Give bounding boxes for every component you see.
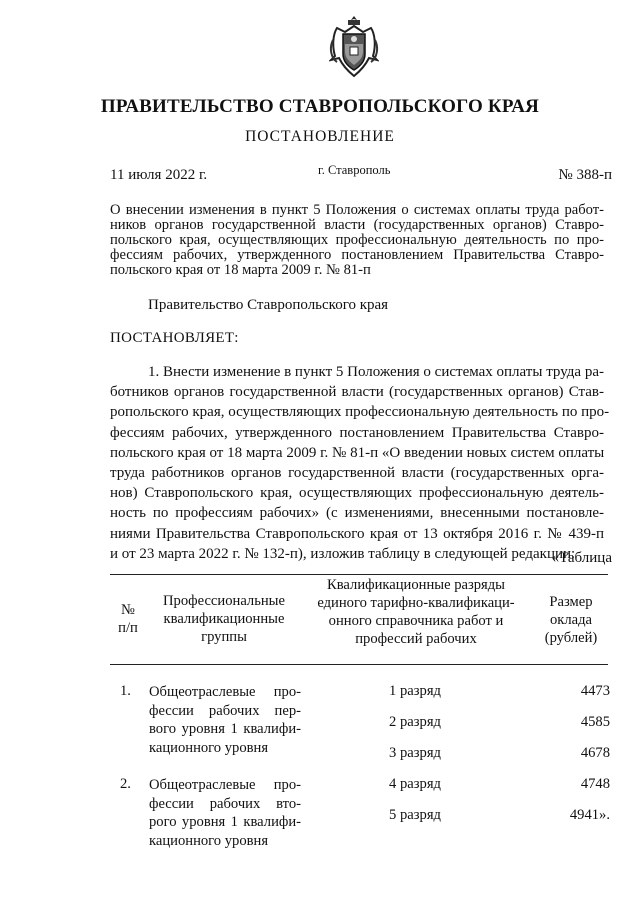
group-name <box>149 776 301 850</box>
subject-line: польского края, осуществляющих профессиональную деятельность по про- <box>110 232 604 248</box>
paragraph-line: ность по профессиям рабочих» (с изменениями, внесенными постановле- <box>110 505 604 522</box>
subject-line: О внесении изменения в пункт 5 Положения о системах оплаты труда работ- <box>110 202 604 218</box>
paragraph-line: ропольского края, осуществляющих профессиональную деятельность по про- <box>110 404 610 421</box>
header-salary-line: Размер <box>549 594 593 610</box>
header-grade-line: единого тарифно-квалификаци- <box>317 595 515 611</box>
header-grade <box>306 576 526 648</box>
header-salary-line: оклада <box>549 612 593 628</box>
subject-line: фессиям рабочих, утвержденного постановлением Правительства Ставро- <box>110 247 604 263</box>
main-paragraph <box>110 362 610 564</box>
table-label: «Таблица <box>551 550 612 566</box>
paragraph-line: нов) Ставропольского края, осуществляющих профессиональную деятель- <box>110 485 604 502</box>
header-group-line: группы <box>201 629 247 645</box>
document-number: № 388-п <box>558 167 612 183</box>
grade-cell: 5 разряд <box>389 807 441 823</box>
header-salary <box>530 593 612 647</box>
header-group-line: Профессиональные <box>163 593 285 609</box>
salary-cell: 4748 <box>580 776 610 792</box>
paragraph-line: польского края от 18 марта 2009 г. № 81-п «О введении новых систем оплаты <box>110 444 605 461</box>
group-name-line: Общеотраслевые про- <box>149 684 301 700</box>
document-date: 11 июля 2022 г. <box>110 167 208 183</box>
subject-line: польского края от 18 марта 2009 г. № 81-п <box>110 262 371 278</box>
header-num-line: п/п <box>118 620 138 636</box>
paragraph-line: ниями Правительства Ставропольского края от 13 октября 2016 г. № 439-п <box>110 525 604 542</box>
salary-cell: 4473 <box>580 683 610 699</box>
group-name-line: Общеотраслевые про- <box>149 777 301 793</box>
header-num-line: № <box>121 602 135 618</box>
salary-cell: 4585 <box>580 714 610 730</box>
coat-of-arms-icon <box>329 14 379 80</box>
grade-cell: 3 разряд <box>389 745 441 761</box>
grade-cell: 1 разряд <box>389 683 441 699</box>
org-title: ПРАВИТЕЛЬСТВО СТАВРОПОЛЬСКОГО КРАЯ <box>100 96 540 117</box>
document-type: ПОСТАНОВЛЕНИЕ <box>245 128 395 145</box>
paragraph-line: ботников органов государственной власти (государственных органов) Став- <box>110 384 604 401</box>
group-name-line: вого уровня 1 квалифи- <box>149 721 301 737</box>
paragraph-line: фессиям рабочих, утвержденного постановлением Правительства Ставро- <box>110 424 604 441</box>
salary-cell: 4941». <box>569 807 610 823</box>
grade-cell: 4 разряд <box>389 776 441 792</box>
grade-cell: 2 разряд <box>389 714 441 730</box>
header-grade-line: Квалификационные разряды <box>327 577 505 593</box>
group-name <box>149 683 301 757</box>
group-number: 2. <box>120 776 131 792</box>
paragraph-line: труда работников органов государственной власти (государственных орга- <box>110 465 604 482</box>
group-number: 1. <box>120 683 131 699</box>
header-group <box>148 592 300 646</box>
header-group-line: квалификационные <box>163 611 285 627</box>
government-name: Правительство Ставропольского края <box>148 297 389 313</box>
table-header-rule <box>110 664 608 665</box>
header-grade-line: онного справочника работ и <box>328 613 504 629</box>
header-num <box>110 601 146 637</box>
group-name-line: фессии рабочих вто- <box>149 795 301 812</box>
group-name-line: кационного уровня <box>149 739 269 756</box>
paragraph-line: 1. Внести изменение в пункт 5 Положения о системах оплаты труда ра- <box>148 364 604 380</box>
salary-cell: 4678 <box>580 745 610 761</box>
resolves-heading: ПОСТАНОВЛЯЕТ: <box>110 330 239 346</box>
header-salary-line: (рублей) <box>544 630 598 646</box>
group-name-line: кационного уровня <box>149 832 269 849</box>
document-subject <box>110 203 604 278</box>
header-grade-line: профессий рабочих <box>355 631 477 647</box>
group-name-line: фессии рабочих пер- <box>149 702 301 719</box>
group-name-line: рого уровня 1 квалифи- <box>149 814 301 830</box>
document-place: г. Ставрополь <box>318 163 391 177</box>
subject-line: ников органов государственной власти (государственных органов) Ставро- <box>110 217 604 233</box>
paragraph-line: и от 23 марта 2022 г. № 132-п), изложив таблицу в следующей редакции: <box>110 545 576 562</box>
table-top-rule <box>110 574 608 575</box>
